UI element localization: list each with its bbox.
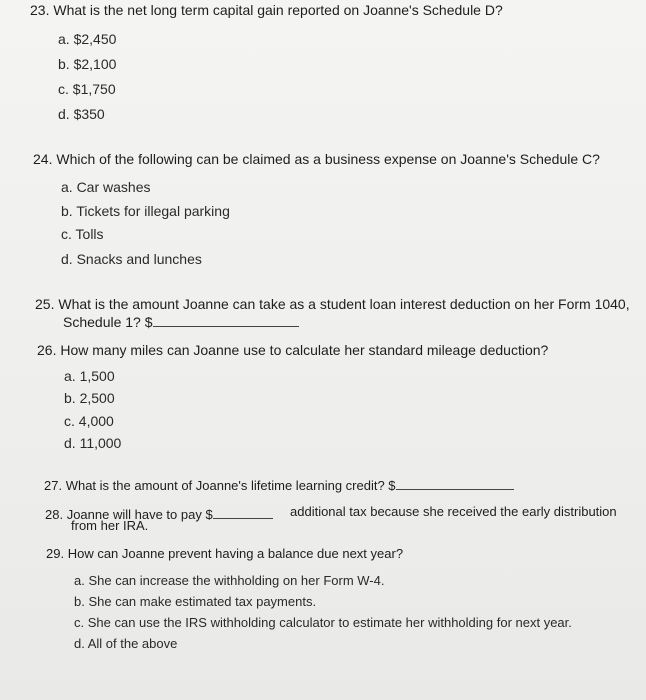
q23-option-a[interactable]: a. $2,450	[58, 31, 117, 47]
q23-option-b[interactable]: b. $2,100	[58, 56, 117, 72]
question-text-part2: additional tax because she received the early distribution	[290, 504, 617, 519]
q29-option-d[interactable]: d. All of the above	[74, 636, 178, 651]
question-26	[37, 342, 548, 359]
question-24	[33, 151, 600, 168]
q26-option-d[interactable]: d. 11,000	[64, 435, 122, 451]
question-text: What is the net long term capital gain reported on Joanne's Schedule D?	[53, 2, 503, 18]
question-text: How many miles can Joanne use to calculate her standard mileage deduction?	[60, 342, 549, 358]
question-23	[30, 2, 503, 19]
answer-blank[interactable]	[213, 504, 273, 519]
question-number: 28.	[45, 507, 64, 522]
question-number: 24.	[33, 151, 53, 167]
question-text-line2: from her IRA.	[71, 518, 149, 533]
q29-option-c[interactable]: c. She can use the IRS withholding calculator to estimate her withholding for next year.	[74, 615, 572, 630]
question-number: 27.	[44, 478, 63, 493]
question-text: How can Joanne prevent having a balance due next year?	[67, 546, 404, 561]
q24-option-b[interactable]: b. Tickets for illegal parking	[61, 203, 230, 219]
q24-option-c[interactable]: c. Tolls	[61, 226, 104, 242]
question-27	[44, 475, 514, 494]
question-28-line2	[71, 518, 148, 534]
question-28-part2	[290, 504, 617, 520]
question-text-line2: Schedule 1? $	[63, 314, 153, 330]
question-text: Which of the following can be claimed as a business expense on Joanne's Schedule C?	[56, 151, 600, 167]
q23-option-d[interactable]: d. $350	[58, 106, 105, 122]
question-text-part1: Joanne will have to pay $	[66, 507, 213, 522]
question-number: 26.	[37, 342, 57, 358]
answer-blank[interactable]	[153, 312, 299, 327]
q23-option-c[interactable]: c. $1,750	[58, 81, 116, 97]
question-text-line1: What is the amount Joanne can take as a student loan interest deduction on her Form 1040,	[58, 296, 630, 312]
q24-option-d[interactable]: d. Snacks and lunches	[61, 251, 202, 267]
question-number: 29.	[46, 546, 65, 561]
question-number: 23.	[30, 2, 50, 18]
question-text: What is the amount of Joanne's lifetime learning credit? $	[65, 478, 396, 493]
answer-blank[interactable]	[396, 475, 514, 490]
q26-option-b[interactable]: b. 2,500	[64, 390, 115, 406]
question-25-line2	[63, 312, 299, 331]
q29-option-b[interactable]: b. She can make estimated tax payments.	[74, 594, 317, 609]
q26-option-a[interactable]: a. 1,500	[64, 368, 115, 384]
question-29	[46, 546, 403, 562]
question-number: 25.	[35, 296, 55, 312]
q26-option-c[interactable]: c. 4,000	[64, 413, 114, 429]
question-25	[35, 296, 630, 313]
q24-option-a[interactable]: a. Car washes	[61, 179, 151, 195]
q29-option-a[interactable]: a. She can increase the withholding on her Form W-4.	[74, 573, 385, 588]
